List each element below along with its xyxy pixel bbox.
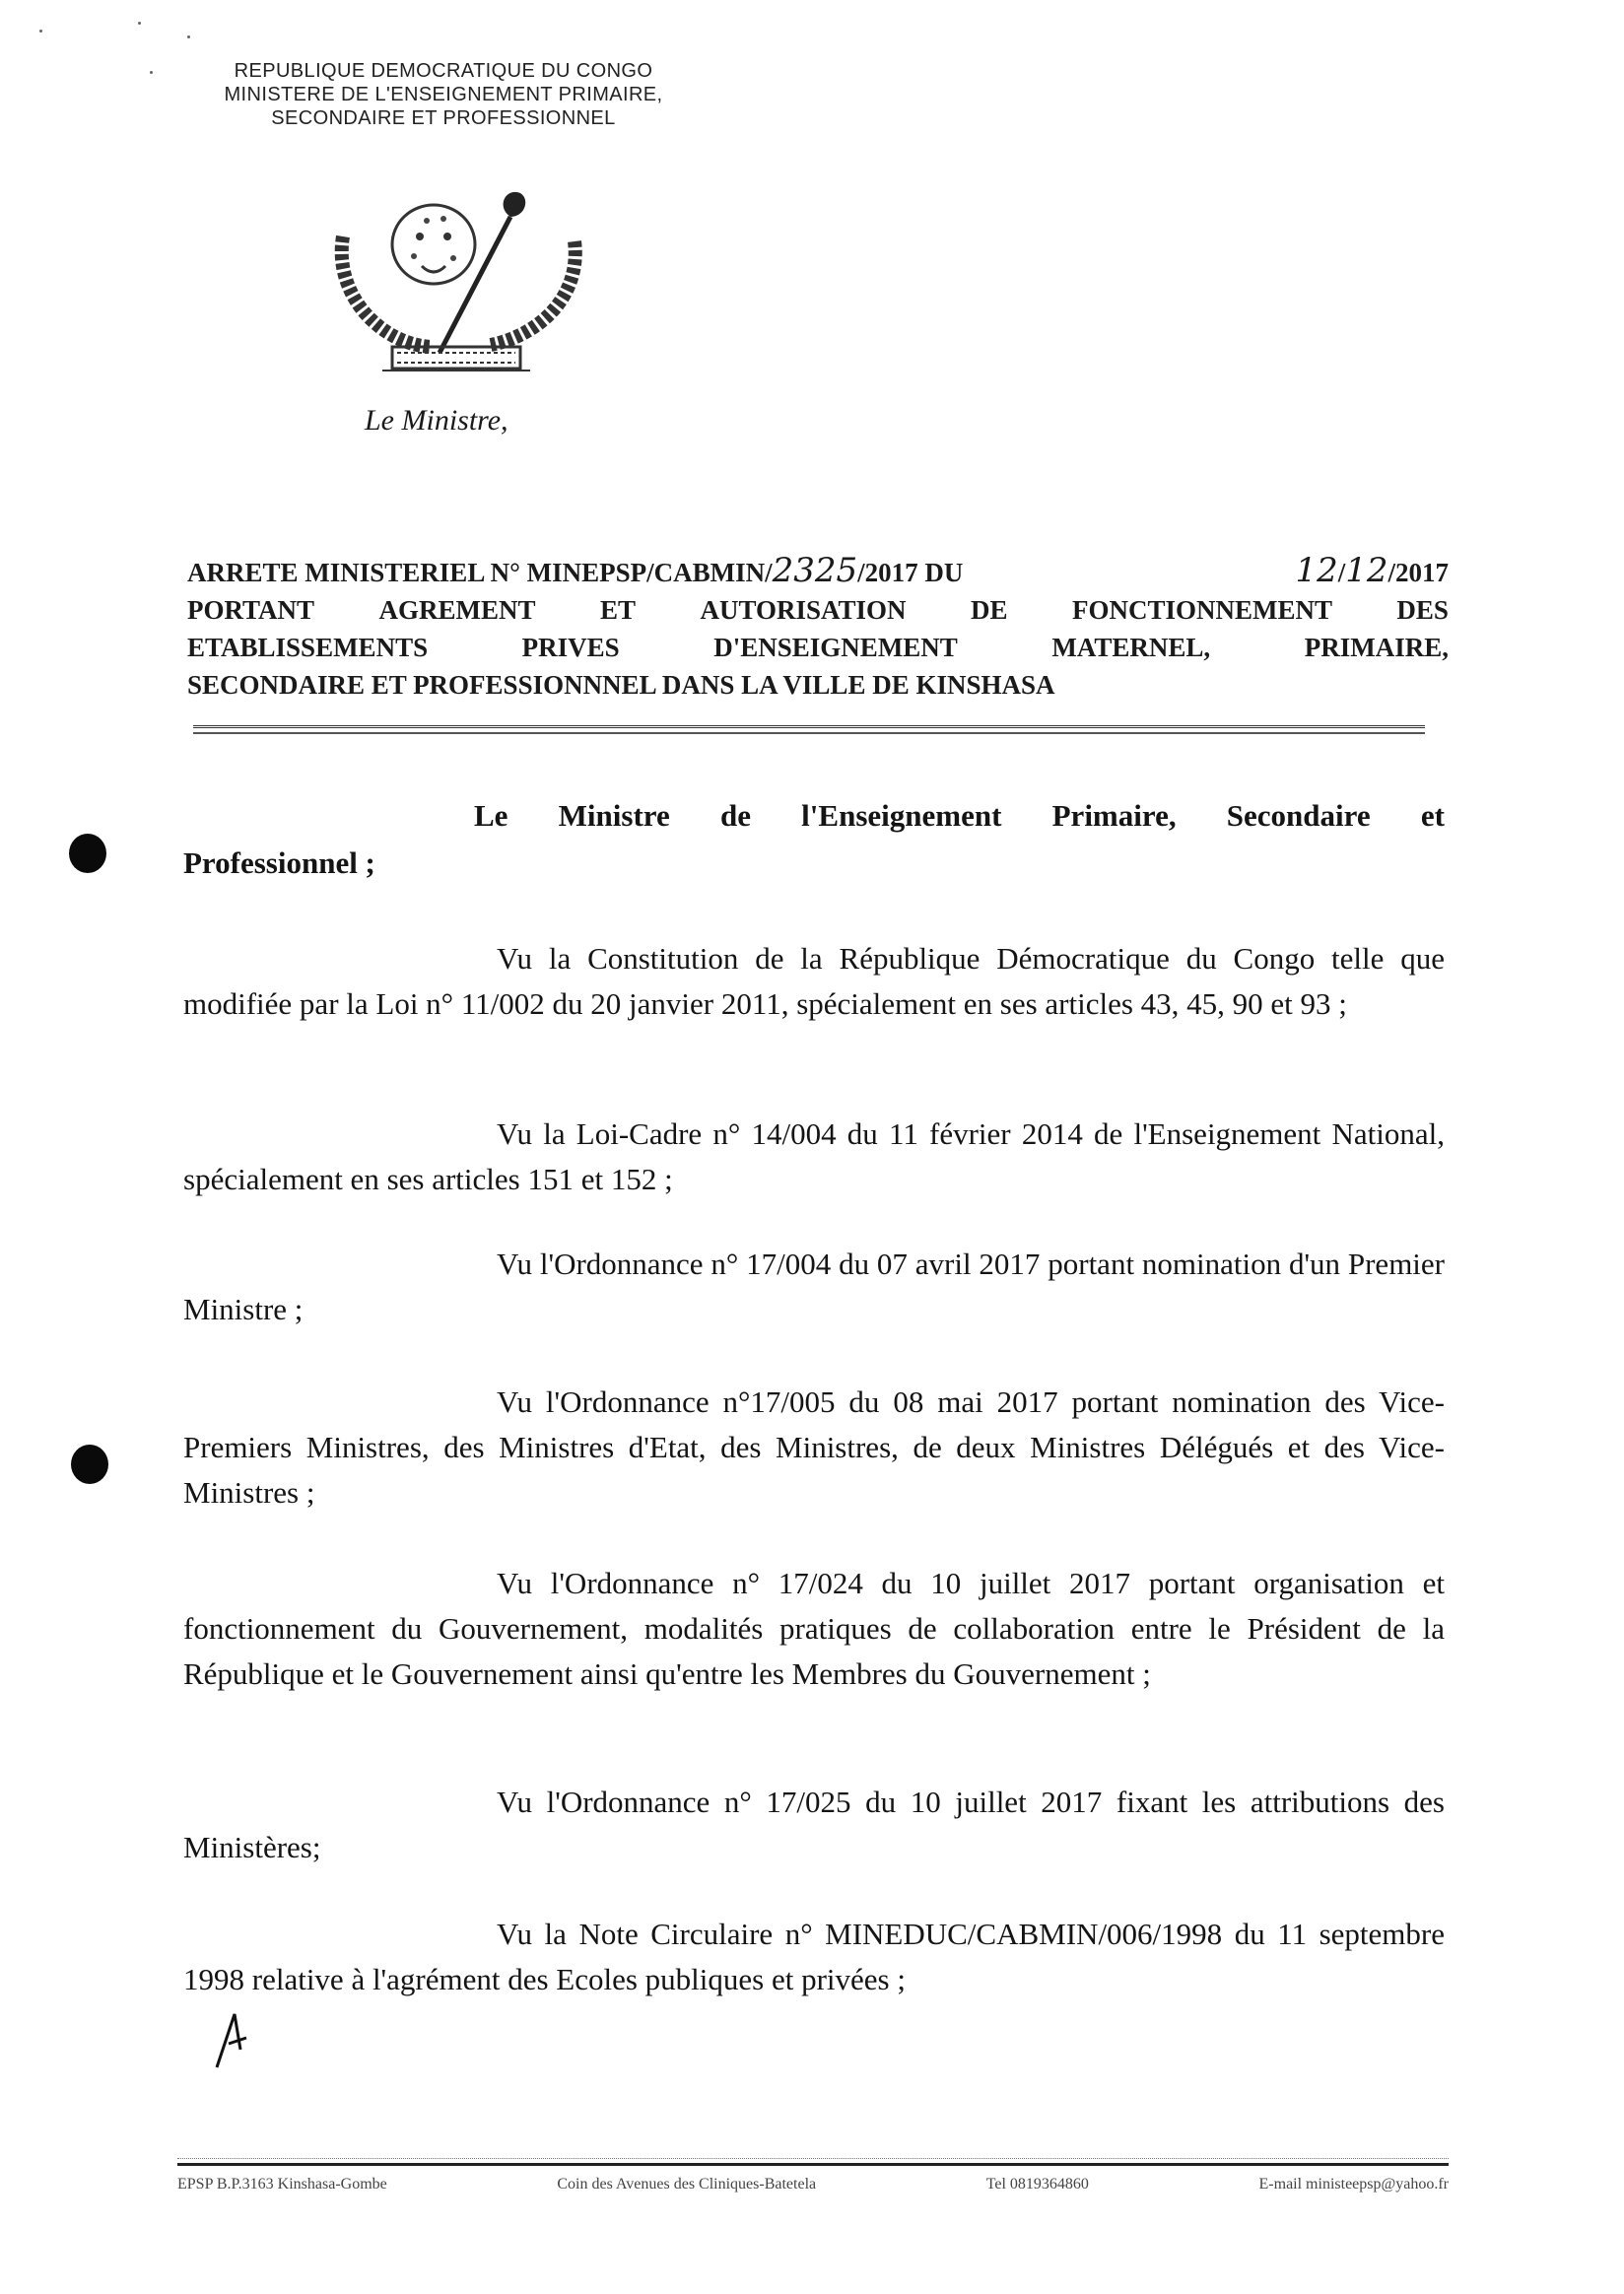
decree-number: 2325 bbox=[772, 551, 858, 590]
scan-speck bbox=[138, 22, 141, 25]
footer-rule bbox=[177, 2158, 1449, 2166]
decree-title-word: AUTORISATION bbox=[700, 595, 907, 625]
consideration-paragraph bbox=[183, 1780, 1445, 1870]
decree-ref-prefix: ARRETE MINISTERIEL N° MINEPSP/CABMIN/ bbox=[187, 558, 773, 587]
punch-hole bbox=[69, 834, 106, 873]
decree-month: 12 bbox=[1345, 551, 1388, 590]
preamble-word: Ministre bbox=[558, 798, 670, 833]
decree-title-word: D'ENSEIGNEMENT bbox=[713, 633, 958, 662]
consideration-text: Vu la Note Circulaire n° MINEDUC/CABMIN/006/1998 du 11 septembre 1998 relative à l'agrément des Ecoles publiques et privées ; bbox=[183, 1917, 1445, 1996]
decree-date: 12/12/2017 bbox=[1295, 551, 1449, 590]
consideration-paragraph bbox=[183, 1561, 1445, 1697]
signatory-label: Le Ministre, bbox=[365, 404, 508, 437]
decree-title-ref bbox=[187, 552, 963, 591]
preamble-word: et bbox=[1420, 798, 1445, 833]
letterhead-ministry: MINISTERE DE L'ENSEIGNEMENT PRIMAIRE, bbox=[224, 84, 663, 105]
title-underline bbox=[193, 732, 1425, 734]
letterhead-ministry-cont: SECONDAIRE ET PROFESSIONNEL bbox=[271, 107, 616, 129]
decree-title bbox=[187, 552, 1449, 704]
footer-phone: Tel 0819364860 bbox=[985, 2176, 1089, 2193]
decree-title-word: FONCTIONNEMENT bbox=[1071, 595, 1332, 625]
footer bbox=[177, 2176, 1449, 2193]
scan-speck bbox=[187, 35, 190, 38]
consideration-paragraph bbox=[183, 1380, 1445, 1516]
decree-title-line bbox=[187, 552, 1449, 591]
preamble-word: Primaire, bbox=[1051, 798, 1177, 833]
consideration-paragraph bbox=[183, 1242, 1445, 1332]
consideration-paragraph bbox=[183, 1912, 1445, 2002]
footer-location: Coin des Avenues des Cliniques-Batetela bbox=[557, 2176, 817, 2193]
footer-address: EPSP B.P.3163 Kinshasa-Gombe bbox=[177, 2176, 387, 2193]
letterhead-country: REPUBLIQUE DEMOCRATIQUE DU CONGO bbox=[234, 60, 653, 82]
preamble-word: Le bbox=[474, 798, 508, 833]
preamble-word: de bbox=[719, 798, 751, 833]
decree-title-word: MATERNEL, bbox=[1051, 633, 1211, 662]
decree-ref-year: /2017 DU bbox=[857, 558, 964, 587]
letterhead bbox=[148, 59, 739, 130]
consideration-text: Vu l'Ordonnance n° 17/004 du 07 avril 2017 portant nomination d'un Premier Ministre ; bbox=[183, 1247, 1445, 1326]
decree-title-word: AGREMENT bbox=[378, 595, 536, 625]
preamble-intro bbox=[183, 792, 1445, 887]
decree-title-line bbox=[187, 591, 1449, 629]
consideration-text: Vu l'Ordonnance n° 17/025 du 10 juillet 2017 fixant les attributions des Ministères; bbox=[183, 1785, 1445, 1864]
decree-day: 12 bbox=[1295, 551, 1338, 590]
scan-speck bbox=[39, 30, 42, 33]
consideration-text: Vu l'Ordonnance n°17/005 du 08 mai 2017 portant nomination des Vice-Premiers Ministres, des Ministres d'Etat, des Ministres, de deux Ministres Délégués et des Vice-Ministres ; bbox=[183, 1384, 1445, 1510]
decree-title-word: DES bbox=[1396, 595, 1449, 625]
consideration-paragraph bbox=[183, 936, 1445, 1027]
punch-hole bbox=[71, 1445, 108, 1484]
decree-title-word: ET bbox=[599, 595, 637, 625]
decree-title-word: PORTANT bbox=[187, 595, 315, 625]
consideration-text: Vu la Loi-Cadre n° 14/004 du 11 février 2014 de l'Enseignement National, spécialement en ses articles 151 et 152 ; bbox=[183, 1116, 1445, 1196]
title-underline bbox=[193, 725, 1425, 728]
initials-mark-icon bbox=[211, 2010, 250, 2069]
consideration-text: Vu la Constitution de la République Démocratique du Congo telle que modifiée par la Loi n° 11/002 du 20 janvier 2011, spécialement en ses articles 43, 45, 90 et 93 ; bbox=[183, 941, 1445, 1021]
decree-title-word: ETABLISSEMENTS bbox=[187, 633, 429, 662]
decree-title-word: DE bbox=[970, 595, 1008, 625]
decree-title-line bbox=[187, 629, 1449, 666]
footer-email: E-mail ministeepsp@yahoo.fr bbox=[1258, 2176, 1449, 2193]
preamble-word: Secondaire bbox=[1226, 798, 1371, 833]
preamble-word: l'Enseignement bbox=[801, 798, 1002, 833]
decree-year: /2017 bbox=[1387, 558, 1449, 587]
decree-title-word: PRIVES bbox=[521, 633, 620, 662]
decree-title-word: PRIMAIRE, bbox=[1304, 633, 1449, 662]
preamble-intro-cont: Professionnel ; bbox=[183, 845, 375, 880]
consideration-text: Vu l'Ordonnance n° 17/024 du 10 juillet 2017 portant organisation et fonctionnement du Gouvernement, modalités pratiques de collaboration entre le Président de la République et le Gouvernement ainsi qu'entre les Membres du Gouvernement ; bbox=[183, 1566, 1445, 1691]
decree-title-line: SECONDAIRE ET PROFESSIONNNEL DANS LA VILLE DE KINSHASA bbox=[187, 670, 1055, 700]
leopard-coat-of-arms-icon bbox=[323, 187, 589, 384]
consideration-paragraph bbox=[183, 1112, 1445, 1202]
